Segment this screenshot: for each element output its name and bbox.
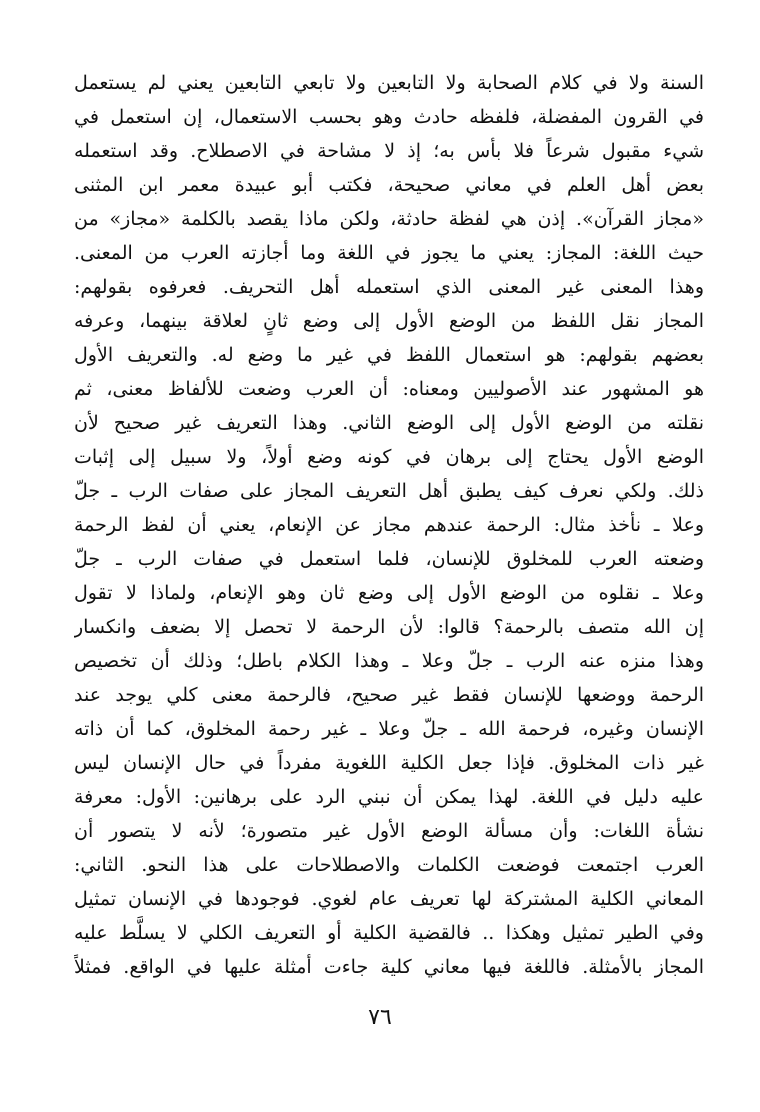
text-line: شيء مقبول شرعاً فلا بأس به؛ إذ لا مشاحة في الاصطلاح. وقد استعمله bbox=[74, 140, 704, 162]
text-line: ذلك. ولكي نعرف كيف يطبق أهل التعريف المجاز على صفات الرب ـ جلّ bbox=[74, 480, 704, 502]
text-line: الوضع الأول يحتاج إلى برهان في كونه وضع أولاً، ولا سبيل إلى إثبات bbox=[74, 446, 704, 468]
text-line: الإنسان وغيره، فرحمة الله ـ جلّ وعلا ـ غير رحمة المخلوق، كما أن ذاته bbox=[74, 718, 704, 740]
text-line: «مجاز القرآن». إذن هي لفظة حادثة، ولكن ماذا يقصد بالكلمة «مجاز» من bbox=[74, 208, 704, 230]
text-line: بعض أهل العلم في معاني صحيحة، فكتب أبو عبيدة معمر ابن المثنى bbox=[74, 174, 704, 196]
text-line: عليه دليل في اللغة. لهذا يمكن أن نبني الرد على برهانين: الأول: معرفة bbox=[74, 786, 704, 808]
text-line: بعضهم بقولهم: هو استعمال اللفظ في غير ما وضع له. والتعريف الأول bbox=[74, 344, 704, 366]
text-line: السنة ولا في كلام الصحابة ولا التابعين ولا تابعي التابعين يعني لم يستعمل bbox=[74, 72, 704, 94]
text-line: حيث اللغة: المجاز: يعني ما يجوز في اللغة وما أجازته العرب من المعنى. bbox=[74, 242, 704, 264]
text-line: العرب اجتمعت فوضعت الكلمات والاصطلاحات على هذا النحو. الثاني: bbox=[74, 854, 704, 876]
text-line: المجاز نقل اللفظ من الوضع الأول إلى وضع ثانٍ لعلاقة بينهما، وعرفه bbox=[74, 310, 704, 332]
text-line: وفي الطير تمثيل وهكذا .. فالقضية الكلية أو التعريف الكلي لا يسلَّط عليه bbox=[74, 922, 704, 944]
text-line: الرحمة ووضعها للإنسان فقط غير صحيح، فالرحمة معنى كلي يوجد عند bbox=[74, 684, 704, 706]
page-number: ٧٦ bbox=[368, 1005, 392, 1030]
text-line: المجاز بالأمثلة. فاللغة فيها معاني كلية جاءت أمثلة عليها في الواقع. فمثلاً bbox=[74, 956, 704, 978]
text-line: المعاني الكلية المشتركة لها تعريف عام لغوي. فوجودها في الإنسان تمثيل bbox=[74, 888, 704, 910]
text-line: في القرون المفضلة، فلفظه حادث وهو بحسب الاستعمال، إن استعمل في bbox=[74, 106, 704, 128]
text-line: وضعته العرب للمخلوق للإنسان، فلما استعمل في صفات الرب ـ جلّ bbox=[74, 548, 704, 570]
text-line: نشأة اللغات: وأن مسألة الوضع الأول غير متصورة؛ لأنه لا يتصور أن bbox=[74, 820, 704, 842]
text-line: وهذا المعنى غير المعنى الذي استعمله أهل التحريف. فعرفوه بقولهم: bbox=[74, 276, 704, 298]
text-line: وهذا منزه عنه الرب ـ جلّ وعلا ـ وهذا الكلام باطل؛ وذلك أن تخصيص bbox=[74, 650, 704, 672]
body-text bbox=[74, 66, 704, 984]
text-line: نقلته من الوضع الأول إلى الوضع الثاني. وهذا التعريف غير صحيح لأن bbox=[74, 412, 704, 434]
text-line: وعلا ـ نقلوه من الوضع الأول إلى وضع ثان وهو الإنعام، ولماذا لا تقول bbox=[74, 582, 704, 604]
text-line: إن الله متصف بالرحمة؟ قالوا: لأن الرحمة لا تحصل إلا بضعف وانكسار bbox=[74, 616, 704, 638]
text-line: هو المشهور عند الأصوليين ومعناه: أن العرب وضعت للألفاظ معنى، ثم bbox=[74, 378, 704, 400]
text-line: غير ذات المخلوق. فإذا جعل الكلية اللغوية مفرداً في حال الإنسان ليس bbox=[74, 752, 704, 774]
text-line: وعلا ـ نأخذ مثال: الرحمة عندهم مجاز عن الإنعام، يعني أن لفظ الرحمة bbox=[74, 514, 704, 536]
